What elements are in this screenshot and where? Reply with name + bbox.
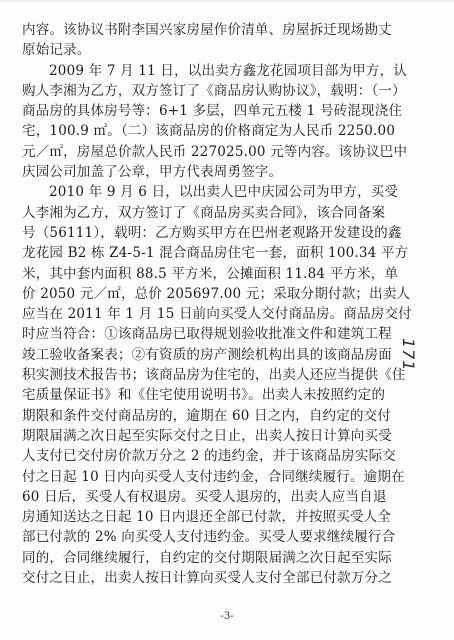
text-line: 米，其中套内面积 88.5 平方米，公摊面积 11.84 平方米，单	[22, 265, 399, 282]
text-line: 竣工验收备案表；②有资质的房产测绘机构出具的该商品房面	[22, 346, 392, 363]
text-line: 元／㎡，房屋总价款人民币 227025.00 元等内容。该协议巴中	[22, 143, 408, 160]
text-line: 积实测技术报告书；该商品房为住宅的，出卖人还应当提供《住	[22, 367, 406, 384]
text-line: 内容。该协议书附李国兴家房屋作价清单、房屋拆迁现场勘丈	[22, 22, 392, 38]
text-line: 原始记录。	[22, 42, 91, 59]
text-line: 期限届满之次日起至实际交付之日止，出卖人按日计算向买受	[22, 427, 392, 444]
handwritten-page-number: 171	[399, 338, 418, 372]
text-line: 号（56111），载明：乙方购买甲方在巴州老观路开发建设的鑫	[22, 224, 402, 241]
text-line: 60 日后，买受人有权退房。买受人退房的，出卖人应当自退	[22, 488, 387, 505]
text-line: 购人李湘为乙方，双方签订了《商品房认购协议》，载明：（一）	[22, 82, 406, 99]
text-line: 价 2050 元／㎡，总价 205697.00 元；采取分期付款；出卖人	[22, 285, 411, 302]
text-line: 人李湘为乙方，双方签订了《商品房买卖合同》，该合同备案	[22, 204, 386, 221]
page-footer: -3-	[220, 611, 234, 622]
text-line: 交付之日止，出卖人按日计算向买受人支付全部已付款万分之	[22, 570, 392, 587]
text-line: 宅质量保证书》和《住宅使用说明书》。出卖人未按照约定的	[22, 387, 386, 404]
text-line: 2010 年 9 月 6 日，以出卖人巴中庆园公司为甲方，买受	[49, 184, 399, 201]
text-line: 同的，合同继续履行，自约定的交付期限届满之次日起至实际	[22, 549, 392, 566]
text-line: 房通知送达之日起 10 日内退还全部已付款，并按照买受人全	[22, 509, 392, 526]
text-line: 庆园公司加盖了公章，甲方代表周勇签字。	[22, 164, 283, 181]
scan-edge	[0, 0, 454, 3]
text-line: 期限和条件交付商品房的，逾期在 60 日之内，自约定的交付	[22, 407, 392, 424]
text-line: 应当在 2011 年 1 月 15 日前向买受人交付商品房。商品房交付	[22, 306, 412, 323]
text-line: 部已付款的 2% 向买受人支付违约金。买受人要求继续履行合	[22, 529, 396, 546]
text-line: 付之日起 10 日内向买受人支付违约金，合同继续履行。逾期在	[22, 468, 405, 485]
text-line: 宅，100.9 ㎡。（二）该商品房的价格商定为人民币 2250.00	[22, 123, 396, 140]
text-line: 龙花园 B2 栋 Z4-5-1 混合商品房住宅一套，面积 100.34 平方	[22, 245, 409, 262]
text-line: 人支付已交付房价款万分之 2 的违约金，并于该商品房实际交	[22, 448, 396, 465]
text-line: 时应当符合：①该商品房已取得规划验收批准文件和建筑工程	[22, 326, 392, 343]
text-line: 2009 年 7 月 11 日，以出卖方鑫龙花园项目部为甲方，认	[49, 62, 407, 79]
text-line: 商品房的具体房号等：6+1 多层，四单元五楼 1 号砖混现浇住	[22, 103, 403, 120]
